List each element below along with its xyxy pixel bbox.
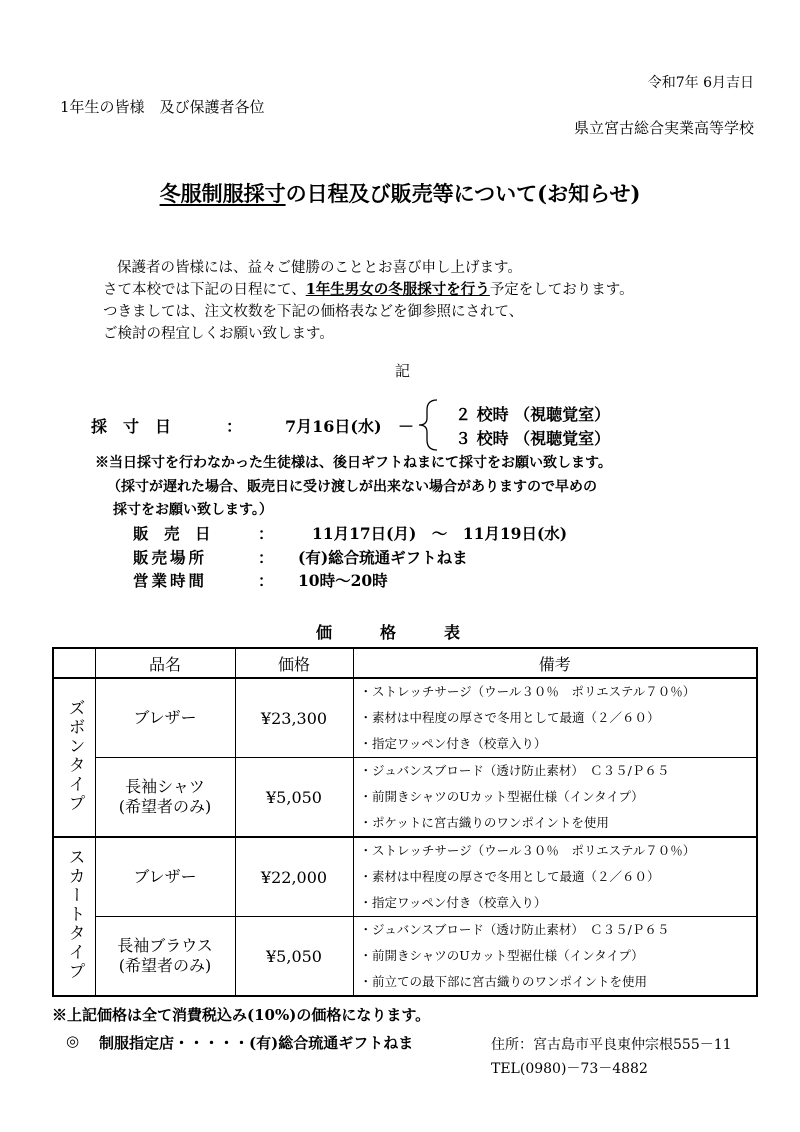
designated-store: 制服指定店・・・・・(有)総合琉通ギフトねま bbox=[99, 1034, 414, 1052]
title-underlined: 冬服制服採寸 bbox=[159, 181, 286, 206]
header-remarks: 備考 bbox=[353, 648, 757, 678]
remark-line: ・前開きシャツのUカット型裾仕様（インタイプ） bbox=[359, 789, 644, 804]
sales-hours-value: 10時～20時 bbox=[298, 571, 388, 590]
category-pants-label: ズボンタイプ bbox=[64, 698, 85, 813]
item-sub: (希望者のみ) bbox=[118, 797, 212, 816]
sales-date-colon: ： bbox=[258, 524, 274, 543]
item-name-cell bbox=[95, 678, 235, 758]
measurement-label: 採 寸 日 bbox=[91, 417, 172, 436]
body-line-2b: 予定をしております。 bbox=[489, 282, 634, 298]
price-table-caption: 価 格 表 bbox=[316, 623, 461, 642]
table-header-row bbox=[53, 648, 757, 678]
sales-hours-label: 営業時間 bbox=[133, 571, 208, 590]
header-blank bbox=[53, 648, 95, 678]
sales-hours-colon: ： bbox=[258, 571, 274, 590]
remark-line: ・素材は中程度の厚さで冬用として最適（２／６０） bbox=[359, 869, 660, 884]
item-name-cell bbox=[95, 917, 235, 997]
item-price: ¥23,300 bbox=[235, 678, 353, 758]
category-skirt bbox=[53, 837, 95, 996]
greeting-line: 保護者の皆様には、益々ご健勝のこととお喜び申し上げます。 bbox=[117, 260, 522, 276]
header-price: 価格 bbox=[235, 648, 353, 678]
note-line-1: ※当日採寸を行わなかった生徒様は、後日ギフトねまにて採寸をお願い致します。 bbox=[95, 455, 612, 471]
item-sub: (希望者のみ) bbox=[118, 956, 212, 975]
item-price: ¥5,050 bbox=[235, 917, 353, 997]
double-circle-icon: ◎ bbox=[66, 1032, 80, 1050]
category-pants bbox=[53, 678, 95, 837]
remark-line: ・指定ワッペン付き（校章入り） bbox=[359, 895, 547, 910]
header-item-name: 品名 bbox=[95, 648, 235, 678]
period-2: ３ 校時 （視聴覚室） bbox=[455, 429, 611, 448]
remark-line: ・素材は中程度の厚さで冬用として最適（２／６０） bbox=[359, 710, 660, 725]
store-tel: TEL(0980)－73－4882 bbox=[491, 1061, 648, 1077]
body-line-2a: さて本校では下記の日程にて、 bbox=[103, 282, 306, 298]
remark-line: ・ジュバンスブロード（透け防止素材） Ｃ３５/Ｐ６５ bbox=[359, 922, 670, 937]
remark-line: ・ポケットに宮古織りのワンポイントを使用 bbox=[359, 815, 609, 830]
title-rest: の日程及び販売等について(お知らせ) bbox=[285, 181, 641, 206]
table-row bbox=[53, 917, 757, 997]
measurement-colon: ： bbox=[226, 417, 243, 436]
item-name: ブレザー bbox=[133, 867, 197, 886]
price-table bbox=[52, 647, 758, 997]
remark-line: ・ジュバンスブロード（透け防止素材） Ｃ３５/Ｐ６５ bbox=[359, 763, 670, 778]
body-line-2-underlined: 1年生男女の冬服採寸を行う bbox=[305, 281, 490, 298]
note-line-3: 採寸をお願い致します。） bbox=[113, 502, 273, 518]
issue-date: 令和7年 6月吉日 bbox=[647, 75, 754, 91]
table-row bbox=[53, 837, 757, 917]
item-remarks bbox=[353, 678, 757, 758]
sender-school: 県立宮古総合実業高等学校 bbox=[573, 119, 754, 137]
body-line-3: つきましては、注文枚数を下記の価格表などを御参照にされて、 bbox=[103, 304, 524, 320]
item-name-cell bbox=[95, 837, 235, 917]
item-price: ¥5,050 bbox=[235, 758, 353, 838]
remark-line: ・前立ての最下部に宮古織りのワンポイントを使用 bbox=[359, 974, 648, 989]
ki-heading: 記 bbox=[395, 362, 411, 380]
addressee: 1年生の皆様 及び保護者各位 bbox=[60, 98, 265, 116]
table-row bbox=[53, 758, 757, 838]
body-line-4: ご検討の程宜しくお願い致します。 bbox=[103, 326, 334, 342]
sales-date-value: 11月17日(月) ～ 11月19日(水) bbox=[312, 524, 568, 543]
sales-place-colon: ： bbox=[258, 548, 274, 567]
category-skirt-label: スカートタイプ bbox=[64, 848, 85, 981]
store-address: 住所：宮古島市平良東仲宗根555－11 bbox=[491, 1037, 732, 1053]
item-price: ¥22,000 bbox=[235, 837, 353, 917]
remark-line: ・前開きシャツのUカット型裾仕様（インタイプ） bbox=[359, 948, 644, 963]
document-title bbox=[0, 178, 800, 208]
brace-icon bbox=[413, 398, 443, 452]
remark-line: ・ストレッチサージ（ウール３０％ ポリエステル７０％） bbox=[359, 843, 696, 858]
note-line-2: （採寸が遅れた場合、販売日に受け渡しが出来ない場合がありますので早めの bbox=[107, 479, 597, 495]
item-name: 長袖シャツ bbox=[125, 777, 205, 796]
period-1: ２ 校時 （視聴覚室） bbox=[455, 405, 611, 424]
table-row bbox=[53, 678, 757, 758]
remark-line: ・指定ワッペン付き（校章入り） bbox=[359, 736, 547, 751]
item-name-cell bbox=[95, 758, 235, 838]
sales-place-value: (有)総合琉通ギフトねま bbox=[298, 548, 468, 567]
item-name: 長袖ブラウス bbox=[117, 936, 213, 955]
sales-place-label: 販売場所 bbox=[133, 548, 208, 567]
item-name: ブレザー bbox=[133, 708, 197, 727]
measurement-date: 7月16日(水) bbox=[285, 417, 382, 436]
item-remarks bbox=[353, 837, 757, 917]
measurement-dash: － bbox=[398, 417, 415, 436]
body-line-2 bbox=[103, 278, 634, 299]
item-remarks bbox=[353, 758, 757, 838]
tax-note: ※上記価格は全て消費税込み(10%)の価格になります。 bbox=[52, 1006, 431, 1024]
remark-line: ・ストレッチサージ（ウール３０％ ポリエステル７０％） bbox=[359, 684, 696, 699]
item-remarks bbox=[353, 917, 757, 997]
sales-date-label: 販 売 日 bbox=[133, 524, 211, 543]
